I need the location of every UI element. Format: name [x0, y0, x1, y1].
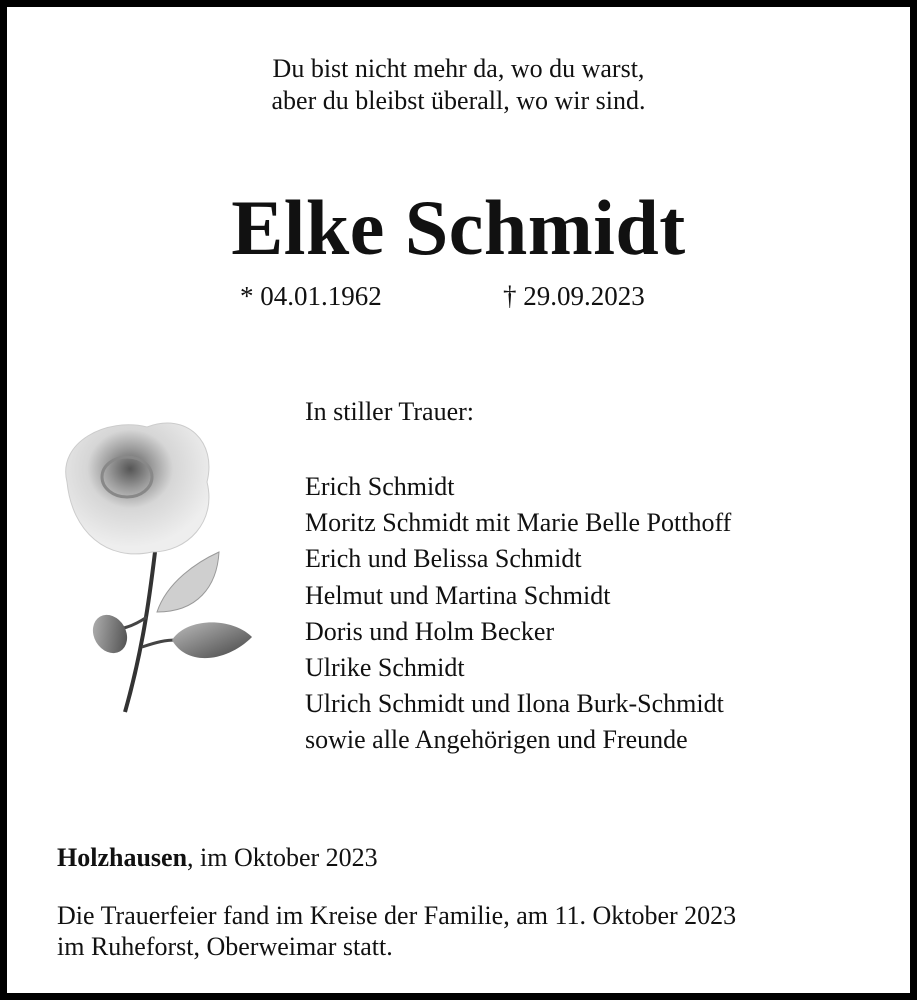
mourners-list	[305, 469, 731, 759]
mourner: Ulrike Schmidt	[305, 653, 465, 683]
mourner: Erich Schmidt	[305, 472, 455, 501]
funeral-note	[57, 900, 736, 962]
place-date	[57, 843, 378, 873]
mourner: sowie alle Angehörigen und Freunde	[305, 725, 688, 755]
mourner: Doris und Holm Becker	[305, 616, 555, 646]
mourner: Erich und Belissa Schmidt	[305, 544, 582, 574]
mourner: Moritz Schmidt mit Marie Belle Potthoff	[305, 508, 732, 538]
quote	[7, 53, 910, 117]
in-mourning-label: In stiller Trauer:	[305, 397, 474, 426]
place-name: Holzhausen	[57, 843, 188, 872]
note-line: im Ruheforst, Oberweimar statt.	[57, 932, 393, 961]
date-text: , im Oktober 2023	[187, 843, 378, 872]
quote-line: Du bist nicht mehr da, wo du warst,	[272, 54, 645, 83]
birth-date: * 04.01.1962	[240, 281, 382, 311]
deceased-name: Elke Schmidt	[231, 184, 686, 271]
mourner: Helmut und Martina Schmidt	[305, 580, 611, 610]
note-line: Die Trauerfeier fand im Kreise der Familie, am 11. Oktober 2023	[57, 901, 737, 930]
mourner: Ulrich Schmidt und Ilona Burk-Schmidt	[305, 689, 724, 719]
quote-line: aber du bleibst überall, wo wir sind.	[271, 86, 646, 115]
rose-illustration	[47, 412, 257, 722]
death-date: † 29.09.2023	[503, 281, 645, 311]
